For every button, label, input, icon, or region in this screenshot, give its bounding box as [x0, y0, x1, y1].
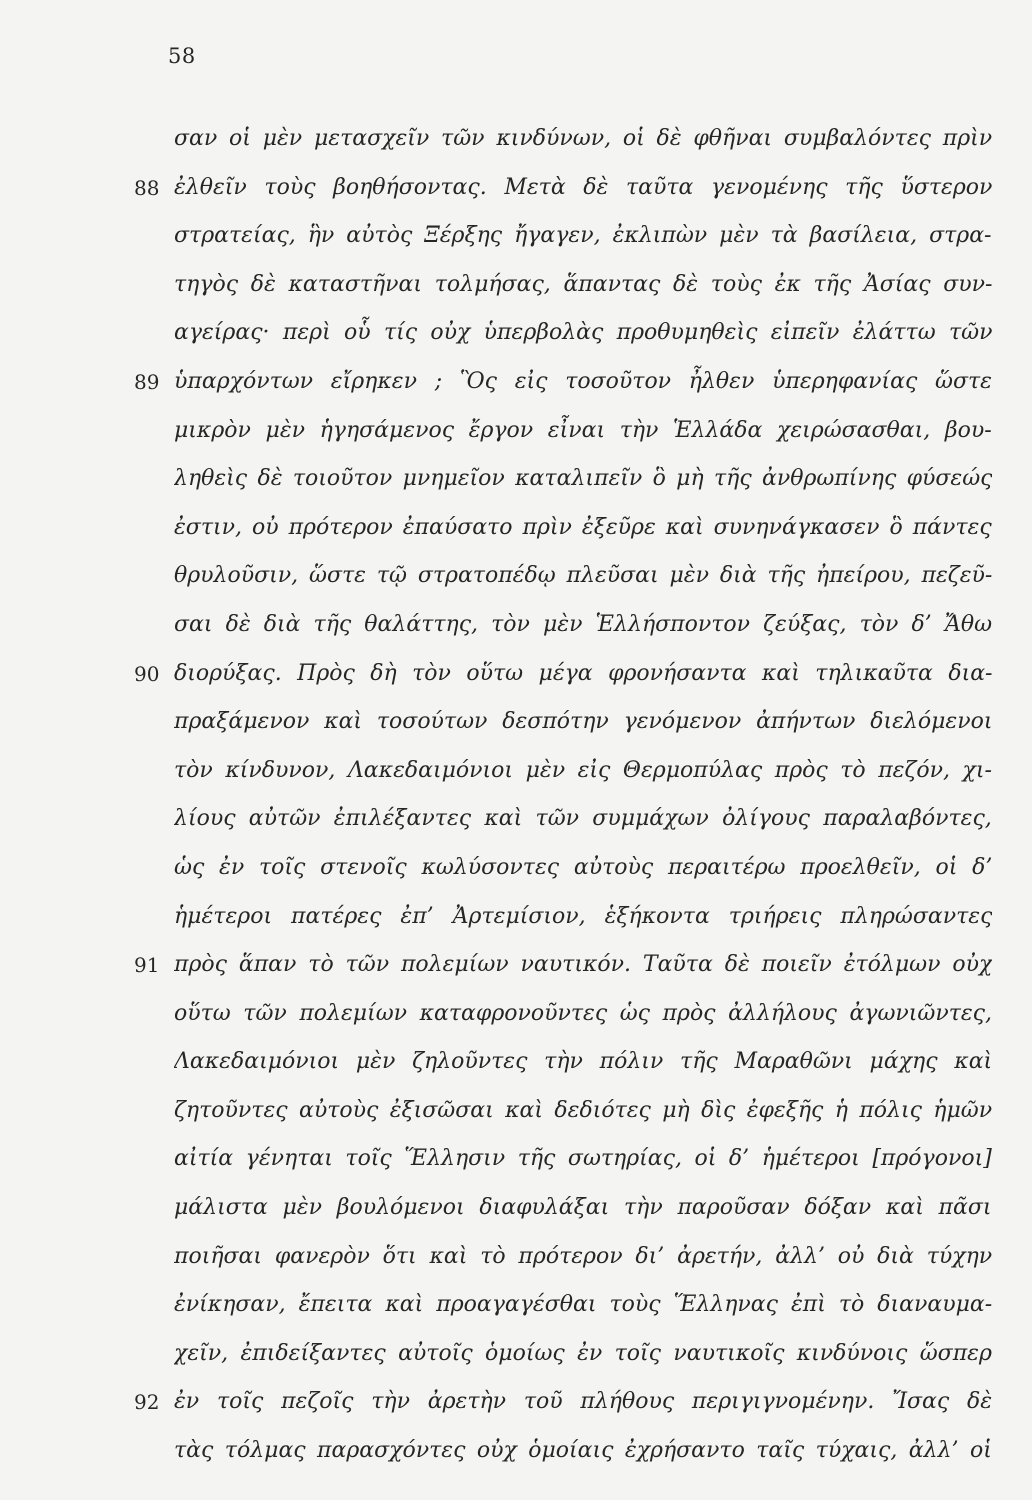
text-line — [0, 309, 1032, 358]
line-text: ὑπαρχόντων εἴρηκεν ; Ὃς εἰς τοσοῦτον ἦλθεν ὑπερηφανίας ὥστε — [174, 368, 992, 394]
line-text: ἐλθεῖν τοὺς βοηθήσοντας. Μετὰ δὲ ταῦτα γενομένης τῆς ὕστερον — [174, 174, 992, 200]
text-line — [0, 407, 1032, 456]
text-line — [0, 1233, 1032, 1282]
line-text: ζητοῦντες αὐτοὺς ἐξισῶσαι καὶ δεδιότες μὴ δὶς ἐφεξῆς ἡ πόλις ἡμῶν — [174, 1097, 992, 1123]
text-line — [0, 601, 1032, 650]
text-line — [0, 1330, 1032, 1379]
line-text: Λακεδαιμόνιοι μὲν ζηλοῦντες τὴν πόλιν τῆς Μαραθῶνι μάχης καὶ — [174, 1049, 992, 1075]
line-text: ἡμέτεροι πατέρες ἐπ’ Ἀρτεμίσιον, ἑξήκοντα τριήρεις πληρώσαντες — [174, 903, 992, 929]
line-text: αγείρας· περὶ οὗ τίς οὐχ ὑπερβολὰς προθυμηθεὶς εἰπεῖν ἐλάττω τῶν — [174, 320, 992, 346]
text-line — [0, 747, 1032, 796]
line-text: διορύξας. Πρὸς δὴ τὸν οὕτω μέγα φρονήσαντα καὶ τηλικαῦτα δια- — [174, 660, 992, 686]
line-text: στρατείας, ἣν αὐτὸς Ξέρξης ἤγαγεν, ἐκλιπὼν μὲν τὰ βασίλεια, στρα- — [174, 223, 992, 249]
line-text: τὰς τόλμας παρασχόντες οὐχ ὁμοίαις ἐχρήσαντο ταῖς τύχαις, ἀλλ’ οἱ — [174, 1438, 992, 1464]
text-line — [0, 1427, 1032, 1476]
section-number: 91 — [134, 953, 160, 978]
text-line — [0, 212, 1032, 261]
line-text: ἐνίκησαν, ἔπειτα καὶ προαγαγέσθαι τοὺς Ἕλληνας ἐπὶ τὸ διαναυμα- — [174, 1292, 992, 1318]
section-number: 88 — [134, 175, 160, 200]
line-text: ἐν τοῖς πεζοῖς τὴν ἀρετὴν τοῦ πλήθους περιγιγνομένην. Ἴσας δὲ — [174, 1389, 992, 1415]
section-number: 90 — [134, 661, 160, 686]
line-text: τηγὸς δὲ καταστῆναι τολμήσας, ἅπαντας δὲ τοὺς ἐκ τῆς Ἀσίας συν- — [174, 271, 992, 297]
text-line — [0, 1087, 1032, 1136]
page-number: 58 — [168, 44, 196, 68]
text-line — [0, 1378, 1032, 1427]
text-line — [0, 504, 1032, 553]
text-line — [0, 844, 1032, 893]
line-text: ληθεὶς δὲ τοιοῦτον μνημεῖον καταλιπεῖν ὃ μὴ τῆς ἀνθρωπίνης φύσεώς — [174, 466, 992, 492]
line-text: ποιῆσαι φανερὸν ὅτι καὶ τὸ πρότερον δι’ ἀρετήν, ἀλλ’ οὐ διὰ τύχην — [174, 1243, 992, 1269]
text-line — [0, 455, 1032, 504]
text-line — [0, 990, 1032, 1039]
line-text: θρυλοῦσιν, ὥστε τῷ στρατοπέδῳ πλεῦσαι μὲν διὰ τῆς ἠπείρου, πεζεῦ- — [174, 563, 992, 589]
text-line — [0, 115, 1032, 164]
text-line — [0, 164, 1032, 213]
line-text: χεῖν, ἐπιδείξαντες αὐτοῖς ὁμοίως ἐν τοῖς ναυτικοῖς κινδύνοις ὥσπερ — [174, 1340, 992, 1366]
line-text: πρὸς ἅπαν τὸ τῶν πολεμίων ναυτικόν. Ταῦτα δὲ ποιεῖν ἐτόλμων οὐχ — [174, 952, 992, 978]
text-line — [0, 698, 1032, 747]
line-text: μάλιστα μὲν βουλόμενοι διαφυλάξαι τὴν παροῦσαν δόξαν καὶ πᾶσι — [174, 1195, 992, 1221]
line-text: τὸν κίνδυνον, Λακεδαιμόνιοι μὲν εἰς Θερμοπύλας πρὸς τὸ πεζόν, χι- — [174, 757, 992, 783]
section-number: 92 — [134, 1390, 160, 1415]
line-text: πραξάμενον καὶ τοσούτων δεσπότην γενόμενον ἀπήντων διελόμενοι — [174, 709, 992, 735]
text-line — [0, 893, 1032, 942]
line-text: λίους αὐτῶν ἐπιλέξαντες καὶ τῶν συμμάχων ὀλίγους παραλαβόντες, — [174, 806, 992, 832]
text-line — [0, 358, 1032, 407]
section-number: 89 — [134, 369, 160, 394]
line-text: ὡς ἐν τοῖς στενοῖς κωλύσοντες αὐτοὺς περαιτέρω προελθεῖν, οἱ δ’ — [174, 854, 992, 880]
text-line — [0, 552, 1032, 601]
line-text: ἐστιν, οὐ πρότερον ἐπαύσατο πρὶν ἐξεῦρε καὶ συνηνάγκασεν ὃ πάντες — [174, 514, 992, 540]
text-line — [0, 795, 1032, 844]
line-text: σαι δὲ διὰ τῆς θαλάττης, τὸν μὲν Ἑλλήσποντον ζεύξας, τὸν δ’ Ἄθω — [174, 611, 992, 637]
text-block — [0, 115, 1032, 1476]
text-line — [0, 1281, 1032, 1330]
text-line — [0, 941, 1032, 990]
line-text: σαν οἱ μὲν μετασχεῖν τῶν κινδύνων, οἱ δὲ φθῆναι συμβαλόντες πρὶν — [174, 126, 992, 151]
line-text: αἰτία γένηται τοῖς Ἕλλησιν τῆς σωτηρίας, οἱ δ’ ἡμέτεροι [πρόγονοι] — [174, 1146, 992, 1172]
text-line — [0, 261, 1032, 310]
text-line — [0, 1184, 1032, 1233]
text-line — [0, 1135, 1032, 1184]
text-line — [0, 1038, 1032, 1087]
text-line — [0, 650, 1032, 699]
line-text: μικρὸν μὲν ἡγησάμενος ἔργον εἶναι τὴν Ἑλλάδα χειρώσασθαι, βου- — [174, 417, 992, 443]
line-text: οὕτω τῶν πολεμίων καταφρονοῦντες ὡς πρὸς ἀλλήλους ἀγωνιῶντες, — [174, 1000, 992, 1026]
